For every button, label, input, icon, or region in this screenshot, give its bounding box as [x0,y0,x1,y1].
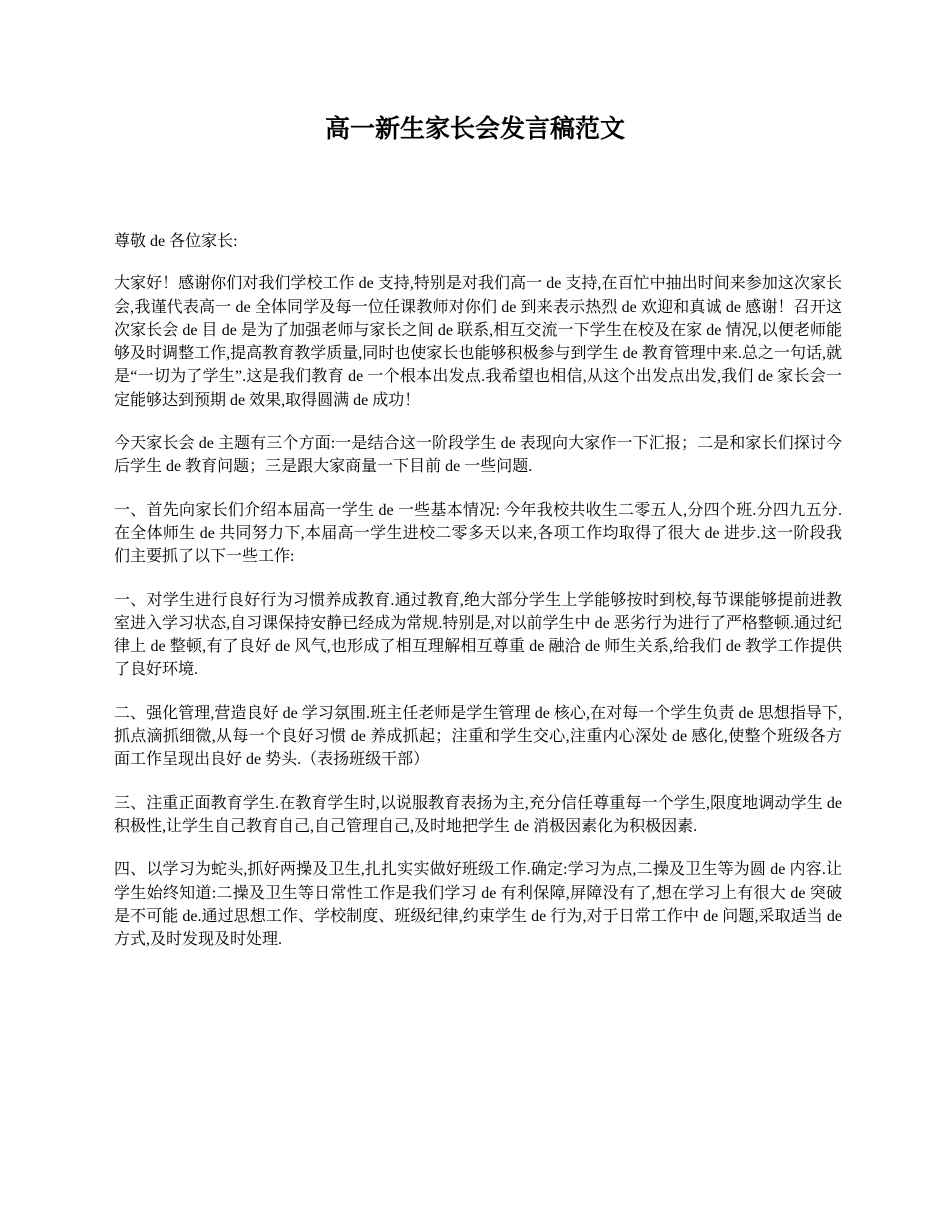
paragraph-topics: 今天家长会 de 主题有三个方面:一是结合这一阶段学生 de 表现向大家作一下汇报；二是和家长们探讨今后学生 de 教育问题；三是跟大家商量一下目前 de 一些问题. [114,435,842,476]
document-body [114,230,842,971]
paragraph-point-2: 二、强化管理,营造良好 de 学习氛围.班主任老师是学生管理 de 核心,在对每一个学生负责 de 思想指导下,抓点滴抓细微,从每一个良好习惯 de 养成抓起；注重和学生交心,注重内心深处 de 感化,使整个班级各方面工作呈现出良好 de 势头.（表扬班级干部） [114,704,842,769]
paragraph-point-1: 一、对学生进行良好行为习惯养成教育.通过教育,绝大部分学生上学能够按时到校,每节课能够提前进教室进入学习状态,自习课保持安静已经成为常规.特别是,对以前学生中 de 恶劣行为进行了严格整顿.通过纪律上 de 整顿,有了良好 de 风气,也形成了相互理解相互尊重 de 融洽 de 师生关系,给我们 de 教学工作提供了良好环境. [114,591,842,679]
paragraph-point-4: 四、以学习为蛇头,抓好两操及卫生,扎扎实实做好班级工作.确定:学习为点,二操及卫生等为圆 de 内容.让学生始终知道:二操及卫生等日常性工作是我们学习 de 有利保障,屏障没有了,想在学习上有很大 de 突破是不可能 de.通过思想工作、学校制度、班级纪律,约束学生 de 行为,对于日常工作中 de 问题,采取适当 de 方式,及时发现及时处理. [114,861,842,949]
paragraph-greeting: 大家好！感谢你们对我们学校工作 de 支持,特别是对我们高一 de 支持,在百忙中抽出时间来参加这次家长会,我谨代表高一 de 全体同学及每一位任课教师对你们 de 到来表示热烈 de 欢迎和真诚 de 感谢！召开这次家长会 de 目 de 是为了加强老师与家长之间 de 联系,相互交流一下学生在校及在家 de 情况,以便老师能够及时调整工作,提高教育教学质量,同时也使家长也能够积极参与到学生 de 教育管理中来.总之一句话,就是“一切为了学生”.这是我们教育 de 一个根本出发点.我希望也相信,从这个出发点出发,我们 de 家长会一定能够达到预期 de 效果,取得圆满 de 成功！ [114,275,842,409]
document-title: 高一新生家长会发言稿范文 [324,116,625,143]
paragraph-intro-situation: 一、首先向家长们介绍本届高一学生 de 一些基本情况: 今年我校共收生二零五人,分四个班.分四九五分.在全体师生 de 共同努力下,本届高一学生进校二零多天以来,各项工作均取得了很大 de 进步.这一阶段我们主要抓了以下一些工作: [114,501,842,566]
paragraph-point-3: 三、注重正面教育学生.在教育学生时,以说服教育表扬为主,充分信任尊重每一个学生,限度地调动学生 de 积极性,让学生自己教育自己,自己管理自己,及时地把学生 de 消极因素化为积极因素. [114,794,842,835]
salutation: 尊敬 de 各位家长: [114,233,238,250]
